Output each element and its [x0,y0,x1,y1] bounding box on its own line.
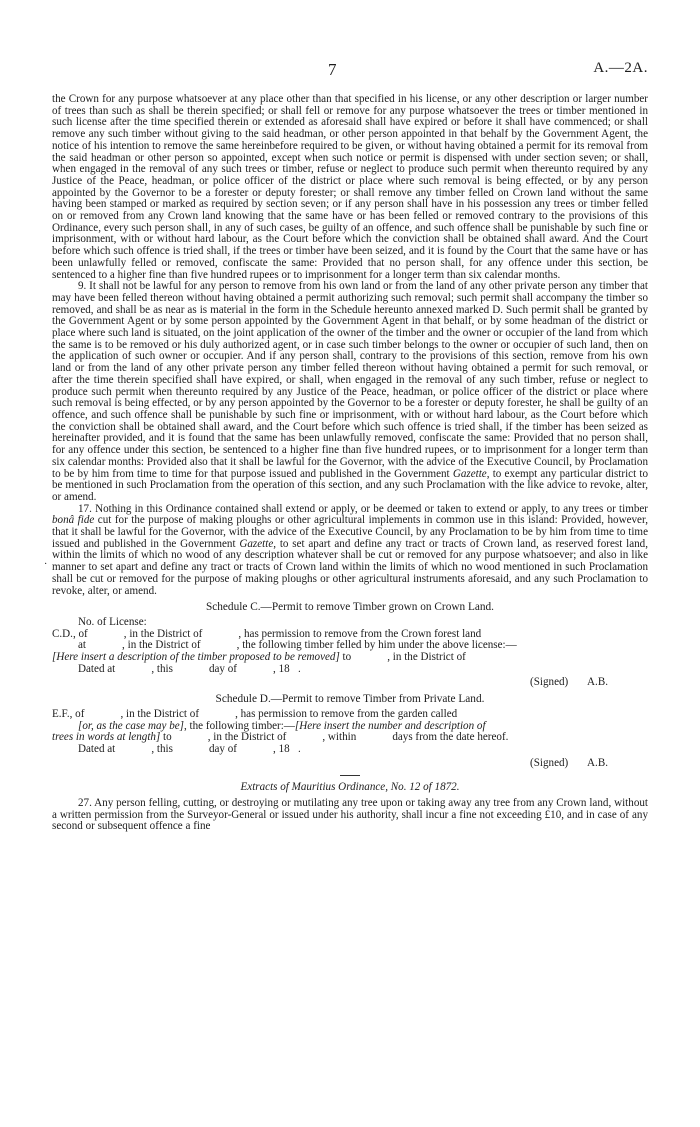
section-9-text-b: , to exempt any particular district to be mentioned in such Proclamation from the operation of this section, and any such Proclamation with the like advice to revoke, alter, or amend. [52,467,648,503]
schedule-d-line-1: E.F., of , in the District of , has permission to remove from the garden called [52,707,458,720]
margin-marker: · [44,559,48,570]
schedule-d-line-3-rest: to , in the District of , within days from the date hereof. [160,731,509,744]
page-header [0,60,700,82]
schedule-d-insert-note: [Here insert the number and description of [294,719,486,732]
schedule-d-case-note: [or, as the case may be] [78,719,184,732]
schedule-c-line-2: C.D., of , in the District of , has permission to remove from the Crown forest land [52,627,482,640]
schedule-c-line-4 [52,652,648,664]
schedule-c-heading: Schedule C.—Permit to remove Timber grown on Crown Land. [205,601,495,614]
section-9-paragraph [52,281,648,503]
schedule-c-insert-note: [Here insert a description of the timber proposed to be removed] [52,651,340,664]
schedule-c-line-4-rest: to , in the District of [339,651,466,664]
schedule-c-license-line: No. of License: [78,615,147,628]
section-17-text-a: 17. Nothing in this Ordinance contained shall extend or apply, or be deemed or taken to extend or apply, to any trees or timber [78,502,648,515]
gazette-italic-2: Gazette [239,537,274,550]
schedule-d-dated-line: Dated at , this day of , 18 . [78,742,301,755]
extracts-heading: Extracts of Mauritius Ordinance, No. 12 of 1872. [240,781,460,794]
gazette-italic: Gazette [452,467,487,480]
section-9-text-a: 9. It shall not be lawful for any person to remove from his own land or from the land of any other private person any timber that may have been felled thereon without having obtained a permit authorizing such removal; such permit shall accompany the timber so removed, and shall be as near as is material in the form in the Schedule hereunto annexed marked D. Such permit shall be granted by the Government Agent or by some person appointed by the Government Agent in that behalf, or by some headman of the district or place where such land is situated, on the joint application of the owner of the timber and the owner or occupier of the land from which the same is to be removed or his duly authorized agent, or in case such timber belongs to the owner or occupier of such land, then on the application of such owner or occupier. And if any person shall, contrary to the provisions of this section, remove from his own land or from the land of any other private person any timber felled thereon without having obtained a permit for such removal, or after the time therein specified shall have expired, or shall, when engaged in the removal of any such timber, refuse or neglect to produce such permit when thereunto required by any Justice of the Peace, headman, or police officer of the district or place where such removal is being effected, or by any person appointed by the Governor to be a forester or deputy forester, he shall be guilty of an offence, and such offence shall be punishable by such fine or imprisonment, with or without hard labour, as the Court before which the conviction shall be obtained shall award, and the Court before which such offence is tried shall, if the timber has been seized as hereinafter provided, and it is found that the same has been unlawfully removed, confiscate the same: Provided that no person shall, for any offence under this section, be sentenced to a higher fine than five hundred rupees, or to imprisonment for a longer term than six calendar months: Provided also that it shall be lawful for the Governor, with the advice of the Executive Council, by Proclamation to be by him from time to time for that purpose issued and published in the Government [52,280,648,480]
schedule-c-dated-line: Dated at , this day of , 18 . [78,662,301,675]
section-divider [340,775,360,776]
bona-fide-italic: bonâ fide [52,514,95,527]
schedule-d-signature: (Signed) A.B. [530,756,608,769]
section-27-paragraph: 27. Any person felling, cutting, or destroying or mutilating any tree upon or taking away any tree from any Crown land, without a written permission from the Surveyor-General or issued under his authority, shall incur a fine not exceeding £10, and in case of any second or subsequent offence a fine [52,797,648,833]
document-reference: A.—2A. [593,60,648,76]
paragraph-continuation: the Crown for any purpose whatsoever at any place other than that specified in his license, or any other description or larger number of trees than such as shall be therein specified; or shall fell or remove for any purpose whatsoever the trees or timber mentioned in such license after the time specified therein or extended as aforesaid shall have expired or before it shall have commenced; or shall remove any such timber without giving to the said headman, or other person appointed in that behalf by the Government Agent, the notice of his intention to remove the same hereinbefore required to be given, or without having obtained a permit for its removal from the said headman or other person so appointed, except when such notice or permit is dispensed with under section seven; or shall, when engaged in the removal of any such trees or timber, refuse or neglect to produce such permit when thereunto required by any Justice of the Peace, headman, or police officer of the district or place where such removal is being effected, or by any person appointed by the Governor to be a forester or deputy forester; or shall remove any timber felled on Crown land without the same having been stamped or marked as required by section seven; or if any person shall have in his possession any trees or timber felled on or removed from any Crown land knowing that the same have or has been felled or removed contrary to the provisions of this Ordinance, every such person shall, in any of such cases, be guilty of an offence, and such offence shall be punishable by such fine or imprisonment, with or without hard labour, as the Court before which the conviction shall be obtained shall award. And the Court before which such offence is tried shall, if the trees or timber have been seized, and it is found by the Court that the same have or has been unlawfully felled or removed, confiscate the same: Provided that no person shall, for any offence under this section, be sentenced to a higher fine than five hundred rupees or to imprisonment for a longer term than six calendar months. [52,93,648,281]
section-17-paragraph [52,504,648,598]
section-17-text-c: , to set apart and define any tract or tracts of Crown land, as reserved forest land, within the limits of which no wood of any description whatever shall be cut or removed for any purpose whatsoever; and also in like manner to set apart and define any tract or tracts of Crown land within the limits of which no wood mentioned in such Proclamation shall be cut or removed for the purpose of making ploughs or other agricultural instruments aforesaid, and any such Proclamation to revoke, alter, or amend. [52,537,648,597]
section-17-text-b: cut for the purpose of making ploughs or other agricultural implements in common use in this island: Provided, however, that it shall be lawful for the Governor, with the advice of the Executive Council, by any Proclamation to be by him from time to time issued and published in the Government [52,514,648,550]
page-number: 7 [328,60,337,79]
schedule-d-trees-note: trees in words at length] [52,731,161,744]
schedule-d-heading: Schedule D.—Permit to remove Timber from Private Land. [215,693,485,706]
schedule-d-line-2-rest: , the following timber:— [184,719,295,732]
body-text [52,94,648,833]
schedule-c-signature: (Signed) A.B. [530,676,608,689]
schedule-c-line-3: at , in the District of , the following timber felled by him under the above license:— [78,639,517,652]
